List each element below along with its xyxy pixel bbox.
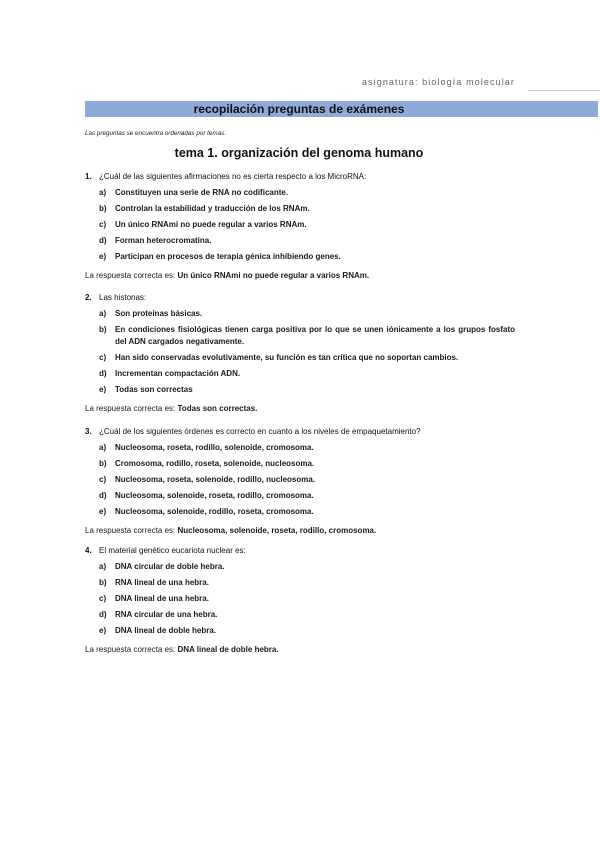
option-item: [99, 577, 515, 589]
option-label: a): [99, 443, 107, 452]
option-label: e): [99, 252, 107, 261]
option-label: a): [99, 188, 107, 197]
question-number: 4.: [85, 546, 92, 555]
option-item: [99, 251, 515, 263]
option-item: [99, 384, 515, 396]
question-4: [85, 545, 515, 656]
option-item: [99, 593, 515, 605]
option-item: [99, 490, 515, 502]
option-item: [99, 442, 515, 454]
option-label: e): [99, 385, 107, 394]
option-label: b): [99, 204, 107, 213]
option-item: [99, 609, 515, 621]
option-text: En condiciones fisiológicas tienen carga positiva por lo que se unen iónicamente a los grupos fosfato del ADN cargados negativamente.: [115, 325, 515, 346]
option-label: d): [99, 236, 107, 245]
option-item: [99, 187, 515, 199]
option-list: [85, 561, 515, 637]
option-text: Nucleosoma, roseta, rodillo, solenoide, cromosoma.: [115, 443, 314, 452]
option-item: [99, 474, 515, 486]
option-text: Nucleosoma, solenoide, rodillo, roseta, cromosoma.: [115, 507, 314, 516]
question-3: [85, 426, 515, 537]
question-number: 3.: [85, 427, 92, 436]
option-item: [99, 219, 515, 231]
answer-text: DNA lineal de doble hebra.: [177, 645, 279, 654]
option-item: [99, 625, 515, 637]
option-item: [99, 561, 515, 573]
question-text: ¿Cuál de los siguientes órdenes es correcto en cuanto a los niveles de empaquetamiento?: [99, 427, 421, 436]
option-text: Incrementan compactación ADN.: [115, 369, 241, 378]
option-text: Todas son correctas: [115, 385, 193, 394]
option-text: DNA lineal de doble hebra.: [115, 626, 217, 635]
correct-answer: [85, 403, 515, 415]
question-number: 2.: [85, 293, 92, 302]
answer-label: La respuesta correcta es:: [85, 404, 176, 413]
option-text: Constituyen una serie de RNA no codificante.: [115, 188, 289, 197]
answer-label: La respuesta correcta es:: [85, 271, 176, 280]
question-2: [85, 292, 515, 415]
option-text: RNA lineal de una hebra.: [115, 578, 209, 587]
option-text: Son proteínas básicas.: [115, 309, 203, 318]
option-text: Un único RNAmi no puede regular a varios RNAm.: [115, 220, 307, 229]
option-text: DNA lineal de una hebra.: [115, 594, 209, 603]
question-heading: [85, 426, 515, 438]
question-text: ¿Cuál de las siguientes afirmaciones no es cierta respecto a los MicroRNA:: [99, 172, 367, 181]
option-text: DNA circular de doble hebra.: [115, 562, 225, 571]
option-label: c): [99, 594, 107, 603]
option-label: e): [99, 626, 107, 635]
intro-note: Las preguntas se encuentra ordenadas por temas.: [85, 130, 227, 137]
correct-answer: [85, 270, 515, 282]
section-title: tema 1. organización del genoma humano: [174, 146, 424, 160]
option-item: [99, 368, 515, 380]
option-item: [99, 458, 515, 470]
option-item: [99, 308, 515, 320]
option-text: Participan en procesos de terapia génica inhibiendo genes.: [115, 252, 341, 261]
question-1: [85, 171, 515, 282]
option-text: Cromosoma, rodillo, roseta, solenoide, nucleosoma.: [115, 459, 315, 468]
option-label: a): [99, 562, 107, 571]
option-text: Forman heterocromatina.: [115, 236, 212, 245]
option-label: d): [99, 610, 107, 619]
answer-text: Un único RNAmi no puede regular a varios RNAm.: [177, 271, 370, 280]
option-item: [99, 235, 515, 247]
option-label: e): [99, 507, 107, 516]
option-label: d): [99, 491, 107, 500]
option-label: c): [99, 353, 107, 362]
option-item: [99, 352, 515, 364]
option-label: c): [99, 475, 107, 484]
question-heading: [85, 292, 515, 304]
header-divider: [528, 90, 600, 91]
option-text: Han sido conservadas evolutivamente, su función es tan crítica que no soportan cambios.: [115, 353, 459, 362]
option-label: b): [99, 325, 107, 334]
option-list: [85, 187, 515, 263]
option-item: [99, 324, 515, 348]
correct-answer: [85, 644, 515, 656]
question-text: El material genético eucariota nuclear es:: [99, 546, 246, 555]
answer-text: Nucleosoma, solenoide, roseta, rodillo, cromosoma.: [177, 526, 377, 535]
option-list: [85, 308, 515, 396]
answer-label: La respuesta correcta es:: [85, 645, 176, 654]
answer-text: Todas son correctas.: [177, 404, 258, 413]
option-text: RNA circular de una hebra.: [115, 610, 218, 619]
question-text: Las histonas:: [99, 293, 147, 302]
option-label: c): [99, 220, 107, 229]
option-item: [99, 506, 515, 518]
question-heading: [85, 171, 515, 183]
option-label: a): [99, 309, 107, 318]
option-label: d): [99, 369, 107, 378]
question-heading: [85, 545, 515, 557]
question-number: 1.: [85, 172, 92, 181]
subject-header: asignatura: biología molecular: [361, 77, 515, 87]
option-item: [99, 203, 515, 215]
correct-answer: [85, 525, 515, 537]
option-label: b): [99, 578, 107, 587]
document-title: recopilación preguntas de exámenes: [193, 102, 405, 116]
option-list: [85, 442, 515, 518]
option-text: Nucleosoma, roseta, solenoide, rodillo, nucleosoma.: [115, 475, 316, 484]
option-label: b): [99, 459, 107, 468]
option-text: Nucleosoma, solenoide, roseta, rodillo, cromosoma.: [115, 491, 314, 500]
option-text: Controlan la estabilidad y traducción de los RNAm.: [115, 204, 310, 213]
answer-label: La respuesta correcta es:: [85, 526, 176, 535]
